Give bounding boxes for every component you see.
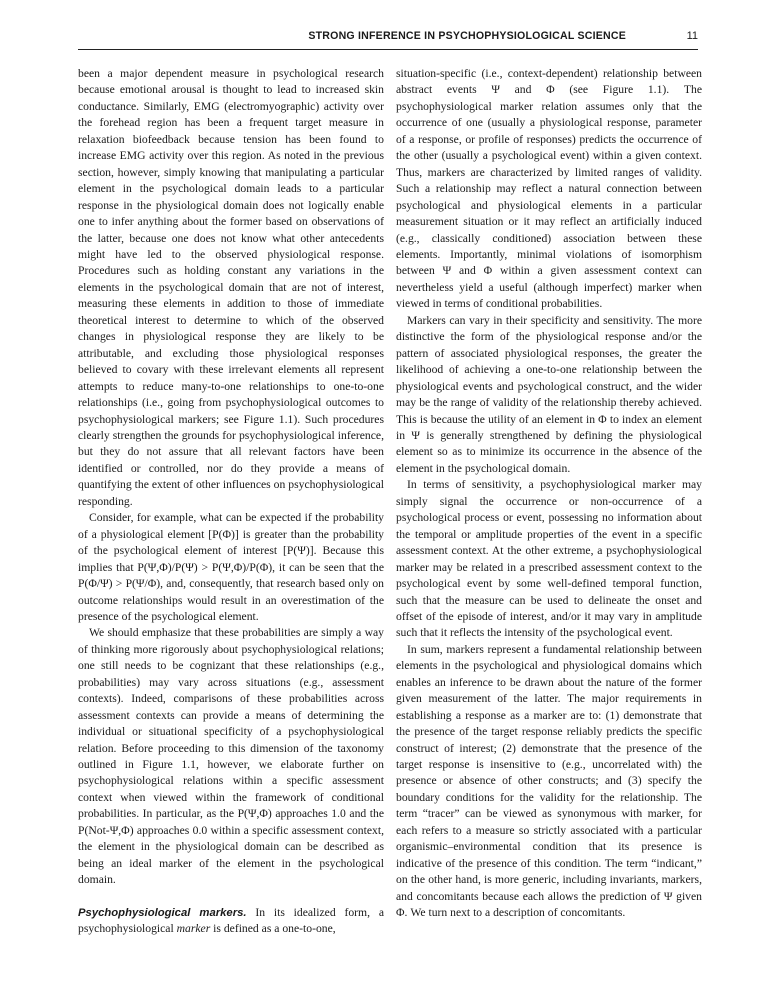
section-heading: Psychophysiological markers.	[78, 906, 247, 919]
paragraph: We should emphasize that these probabilities are simply a way of thinking more rigorously about psychophysiological relations; one still needs to be cognizant that these relationships (e.g., probabilities) may vary across situations (e.g., assessment contexts). Indeed, comparisons of these probabilities across assessment contexts can provide a means of determining the individual or situational specificity of a psychophysiological relation. Before proceeding to this dimension of the taxonomy outlined in Figure 1.1, however, we elaborate further on psychophysiological relations within a specific assessment context when viewed within the framework of conditional probabilities. In particular, as the P(Ψ,Φ) approaches 1.0 and the P(Not-Ψ,Φ) approaches 0.0 within a specific assessment context, the element in the physiological domain can be described as being an ideal marker of the element in the psychological domain.	[78, 626, 384, 887]
right-column	[396, 66, 702, 922]
section-paragraph-markers	[78, 905, 384, 938]
paragraph-text: In its idealized form, a psychophysiological	[78, 905, 384, 936]
paragraph: situation-specific (i.e., context-dependent) relationship between abstract events Ψ and Φ (see Figure 1.1). The psychophysiological marker relation assumes only that the occurrence of one (usually a physiological response, parameter of a response, or profile of responses) predicts the occurrence of the other (usually a psychological event) within a given context. Thus, markers are characterized by limited ranges of validity. Such a relationship may reflect a natural connection between psychological and physiological elements in a particular measurement situation or it may reflect an artificially induced (e.g., classically conditioned) association between these elements. Importantly, minimal violations of isomorphism between Ψ and Φ within a given assessment context can nevertheless yield a useful (although imperfect) marker when viewed in terms of conditional probabilities.	[396, 67, 702, 311]
running-title: STRONG INFERENCE IN PSYCHOPHYSIOLOGICAL SCIENCE	[308, 30, 626, 42]
paragraph-text: is defined as a one-to-one,	[210, 922, 336, 936]
page-number: 11	[686, 30, 698, 42]
paragraph: In sum, markers represent a fundamental relationship between elements in the psychological and physiological domains which enables an inference to be drawn about the nature of the former given measurement of the latter. The major requirements in establishing a response as a marker are to: (1) demonstrate that the presence of the target response reliably predicts the specific construct of interest; (2) demonstrate that the presence of the target response is insensitive to (e.g., uncorrelated with) the presence or absence of other constructs; and (3) specify the boundary conditions for the validity for the relationship. The term “tracer” can be viewed as synonymous with marker, for each refers to a measure so strictly associated with a particular organismic–environmental condition that its presence is indicative of the presence of this condition. The term “indicant,” on the other hand, is more generic, including invariants, markers, and concomitants because each allows the prediction of Ψ given Φ. We turn next to a description of concomitants.	[396, 642, 702, 920]
running-header	[78, 27, 698, 50]
emphasized-term: marker	[176, 922, 211, 936]
paragraph: In terms of sensitivity, a psychophysiological marker may simply signal the occurrence or non-occurrence of a psychological process or event, possessing no information about the temporal or amplitude properties of the event in a specific assessment context. At the other extreme, a psychophysiological marker may be related in a prescribed assessment context to the psychological event by some well-defined temporal function, such that the measure can be used to delineate the onset and offset of the episode of interest, and/or it may vary in amplitude such that it reflects the intensity of the psychological event.	[396, 478, 702, 640]
paragraph: been a major dependent measure in psychological research because emotional arousal is thought to lead to increased skin conductance. Similarly, EMG (electromyographic) activity over the forehead region has been a frequent target measure in relaxation biofeedback because tension has been found to increase EMG activity over this region. As noted in the previous section, however, simply knowing that manipulating a particular element in the psychological domain leads to a particular response in the physiological domain does not logically enable one to infer anything about the former based on observations of the latter, because one does not know what other antecedents might have led to the observed physiological response. Procedures such as holding constant any variations in the elements in the psychological domain that are not of interest, measuring these elements in addition to those of immediate theoretical interest to determine to which of the observed changes in physiological response they are likely to be attributable, and excluding those physiological responses believed to covary with these irrelevant elements all represent attempts to reduce many-to-one relationships to one-to-one relationships (i.e., going from psychophysiological outcomes to psychophysiological markers; see Figure 1.1). Such procedures clearly strengthen the grounds for psychophysiological inference, but they do not assure that all relevant factors have been identified or controlled, nor do they provide a means of quantifying the extent of other influences on psychophysiological responding.	[78, 67, 384, 508]
paragraph: Markers can vary in their specificity and sensitivity. The more distinctive the form of the physiological response and/or the pattern of associated physiological responses, the greater the likelihood of achieving a one-to-one relationship between the physiological events and psychological construct, and the wider may be the range of validity of the relationship thereby achieved. This is because the utility of an element in Φ to index an element in Ψ is generally strengthened by defining the physiological element so as to minimize its occurrence in the absence of the element in the psychological domain.	[396, 313, 702, 475]
left-column	[78, 66, 384, 938]
paragraph: Consider, for example, what can be expected if the probability of a physiological element [P(Φ)] is greater than the probability of the psychological element of interest [P(Ψ)]. Because this implies that P(Ψ,Φ)/P(Ψ) > P(Ψ,Φ)/P(Φ), it can be seen that the P(Φ/Ψ) > P(Ψ/Φ), and, consequently, that research based only on outcome relationships would result in an overestimation of the presence of the psychological element.	[78, 511, 384, 623]
